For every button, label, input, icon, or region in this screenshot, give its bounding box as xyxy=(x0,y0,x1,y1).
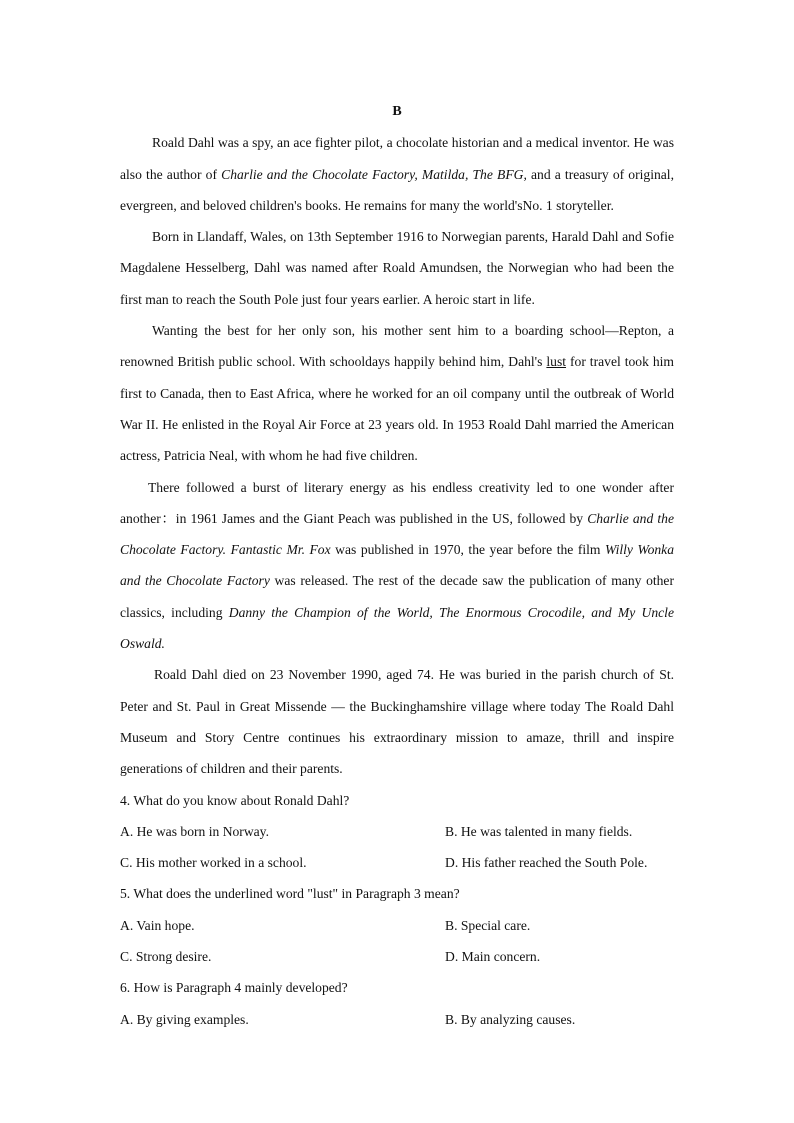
paragraph-4-italic-3: Danny the Champion of the World, The Enormous Crocodile, and My Uncle Oswald. xyxy=(120,604,674,652)
question-5-option-d: D. Main concern. xyxy=(445,949,541,965)
question-4-options-row-2 xyxy=(120,847,674,878)
paragraph-3-text-b: for travel took him first to Canada, then to East Africa, where he worked for an oil company until the outbreak of World War II. He enlisted in the Royal Air Force at 23 years old. In 1953 Roald Dahl married the American actress, Patricia Neal, with whom he had five children. xyxy=(120,354,674,464)
document-page xyxy=(120,96,674,1035)
question-4-option-c: C. His mother worked in a school. xyxy=(120,855,307,871)
question-5-option-a: A. Vain hope. xyxy=(120,917,195,933)
paragraph-4-text-c: was released. The rest of the decade saw the publication of many other classics, including xyxy=(120,573,674,620)
paragraph-1 xyxy=(120,127,674,221)
question-5-option-b: B. Special care. xyxy=(445,917,531,933)
paragraph-3-text-a: Wanting the best for her only son, his mother sent him to a boarding school—Repton, a renowned British public school. With schooldays happily behind him, Dahl's xyxy=(120,323,674,370)
question-5-option-c: C. Strong desire. xyxy=(120,949,212,965)
paragraph-5: Roald Dahl died on 23 November 1990, aged 74. He was buried in the parish church of St. Peter and St. Paul in Great Missende — the Buckinghamshire village where today The Roald Dahl Museum and Story Centre continues his extraordinary mission to amaze, thrill and inspire generations of children and their parents. xyxy=(120,667,674,777)
question-4-option-a: A. He was born in Norway. xyxy=(120,823,269,839)
paragraph-1-book-titles: Charlie and the Chocolate Factory, Matilda, The BFG, xyxy=(221,166,527,182)
question-6-options-row-1 xyxy=(120,1004,674,1035)
question-4-option-b: B. He was talented in many fields. xyxy=(445,823,633,839)
paragraph-4 xyxy=(120,472,674,660)
question-4-stem: 4. What do you know about Ronald Dahl? xyxy=(120,792,350,808)
paragraph-4-italic-1: Charlie and the Chocolate Factory. Fantastic Mr. Fox xyxy=(120,510,674,558)
paragraph-2: Born in Llandaff, Wales, on 13th September 1916 to Norwegian parents, Harald Dahl and Sofie Magdalene Hesselberg, Dahl was named after Roald Amundsen, the Norwegian who had been the first man to reach the South Pole just four years earlier. A heroic start in life. xyxy=(120,229,674,307)
question-5-stem: 5. What does the underlined word "lust" in Paragraph 3 mean? xyxy=(120,886,460,902)
paragraph-4-italic-2: Willy Wonka and the Chocolate Factory xyxy=(120,542,674,589)
underlined-word-lust: lust xyxy=(546,354,567,370)
paragraph-3 xyxy=(120,315,674,471)
question-6-option-a: A. By giving examples. xyxy=(120,1011,249,1027)
paragraph-1-text-b: and a treasury of original, evergreen, and beloved children's books. He remains for many the world'sNo. 1 storyteller. xyxy=(120,166,674,213)
question-4-options-row-1 xyxy=(120,816,674,847)
paragraph-4-text-a: There followed a burst of literary energy as his endless creativity led to one wonder after another：in 1961 James and the Giant Peach was published in the US, followed by xyxy=(120,479,674,526)
question-6-stem: 6. How is Paragraph 4 mainly developed? xyxy=(120,980,348,996)
question-5-options-row-2 xyxy=(120,941,674,972)
paragraph-4-text-b: was published in 1970, the year before the film xyxy=(330,542,606,558)
section-title: B xyxy=(392,104,402,119)
question-6-option-b: B. By analyzing causes. xyxy=(445,1011,576,1027)
paragraph-1-text-a: Roald Dahl was a spy, an ace fighter pilot, a chocolate historian and a medical inventor. He was also the author of xyxy=(120,135,674,182)
question-4-option-d: D. His father reached the South Pole. xyxy=(445,855,648,871)
question-5-options-row-1 xyxy=(120,910,674,941)
